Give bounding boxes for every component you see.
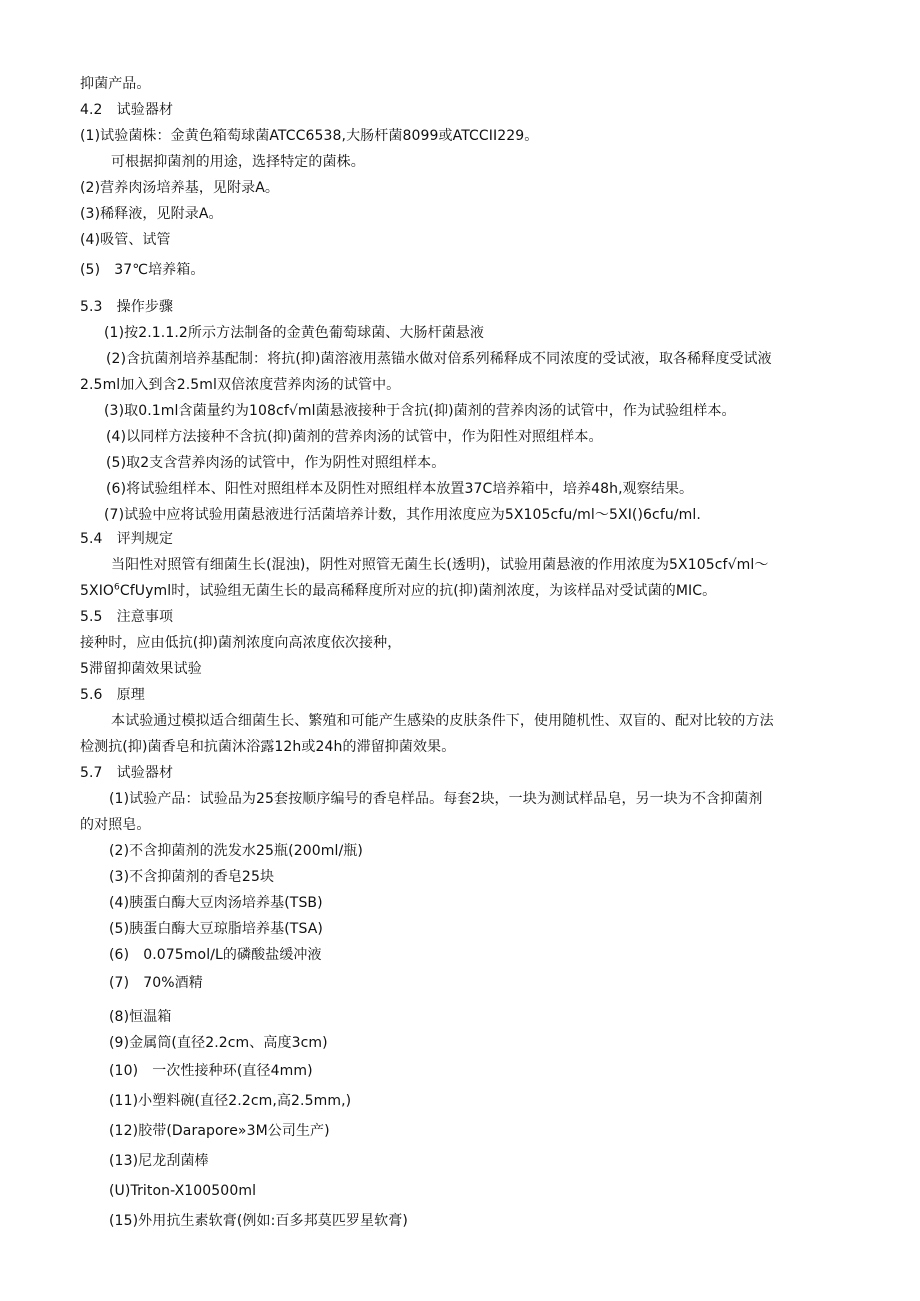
text-line: (1)试验产品：试验品为25套按顺序编号的香皂样品。每套2块，一块为测试样品皂，另一块为不含抑菌剂 [109,791,763,807]
text-line: (8)恒温箱 [109,1009,172,1025]
text-line: 2.5ml加入到含2.5ml双倍浓度营养肉汤的试管中。 [80,377,401,393]
text-line: 5滞留抑菌效果试验 [80,661,202,677]
text-line: (1)按2.1.1.2所示方法制备的金黄色葡萄球菌、大肠杆菌悬液 [104,325,485,341]
text-line: 接种时，应由低抗(抑)菌剂浓度向高浓度依次接种， [80,635,402,651]
text-line: (3)取0.1ml含菌量约为108cf√ml菌悬液接种于含抗(抑)菌剂的营养肉汤的试管中，作为试验组样本。 [104,403,736,419]
text-line: 当阳性对照管有细菌生长(混浊)，阴性对照管无菌生长(透明)，试验用菌悬液的作用浓度为5X105cf√ml～ [111,557,769,573]
text-line: (11)小塑料碗(直径2.2cm,高2.5mm,) [109,1093,352,1109]
text-line: 抑菌产品。 [80,76,151,92]
text-line: (10) 一次性接种环(直径4mm) [109,1063,313,1079]
text-line: (4)以同样方法接种不含抗(抑)菌剂的营养肉汤的试管中，作为阳性对照组样本。 [106,429,603,445]
text-line: (12)胶带(Darapore»3M公司生产) [109,1123,330,1139]
text-line: 本试验通过模拟适合细菌生长、繁殖和可能产生感染的皮肤条件下，使用随机性、双盲的、配对比较的方法 [111,713,774,729]
text-line [80,582,716,600]
text-fragment: 5XIO [80,583,115,599]
text-line: (5)取2支含营养肉汤的试管中，作为阴性对照组样本。 [106,455,446,471]
text-fragment: CfUyml时，试验组无菌生长的最高稀释度所对应的抗(抑)菌剂浓度，为该样品对受试菌的MIC。 [119,583,717,599]
section-heading: 5.7 试验器材 [80,765,174,781]
superscript: 6 [114,582,120,593]
text-line: (9)金属筒(直径2.2cm、高度3cm) [109,1035,328,1051]
text-line: (2)营养肉汤培养基，见附录A。 [80,180,280,196]
text-line: (2)含抗菌剂培养基配制：将抗(抑)菌溶液用蒸锚水做对倍系列稀释成不同浓度的受试液，取各稀释度受试液 [106,351,772,367]
section-heading: 5.6 原理 [80,687,145,703]
text-line: (1)试验菌株：金黄色箱萄球菌ATCC6538,大肠杆菌8099或ATCCII229。 [80,128,539,144]
text-line: (15)外用抗生素软膏(例如:百多邦莫匹罗星软膏) [109,1213,408,1229]
text-line: (U)Triton-X100500ml [109,1183,257,1199]
section-heading: 5.4 评判规定 [80,531,174,547]
text-line: (6) 0.075mol∕L的磷酸盐缓冲液 [109,947,322,963]
text-line: 检测抗(抑)菌香皂和抗菌沐浴露12h或24h的滞留抑菌效果。 [80,739,456,755]
text-line: (13)尼龙刮菌棒 [109,1153,209,1169]
section-heading: 4.2 试验器材 [80,102,174,118]
text-line: (7) 70%酒精 [109,975,203,991]
text-line: (7)试验中应将试验用菌悬液进行活菌培养计数，其作用浓度应为5X105cfu∕ml～5XI()6cfu∕ml. [104,507,701,523]
text-line: (3)不含抑菌剂的香皂25块 [109,869,275,885]
text-line: (5) 37℃培养箱。 [80,262,205,278]
text-line: (5)胰蛋白酶大豆琼脂培养基(TSA) [109,921,323,937]
text-line: 的对照皂。 [80,817,151,833]
text-line: (2)不含抑菌剂的洗发水25瓶(200ml∕瓶) [109,843,363,859]
text-line: (3)稀释液，见附录A。 [80,206,223,222]
section-heading: 5.5 注意事项 [80,609,174,625]
section-heading: 5.3 操作步骤 [80,299,174,315]
text-line: (6)将试验组样本、阳性对照组样本及阴性对照组样本放置37C培养箱中，培养48h,观察结果。 [106,481,694,497]
text-line: 可根据抑菌剂的用途，选择特定的菌株。 [111,154,365,170]
text-line: (4)胰蛋白酶大豆肉汤培养基(TSB) [109,895,323,911]
text-line: (4)吸管、试管 [80,232,171,248]
